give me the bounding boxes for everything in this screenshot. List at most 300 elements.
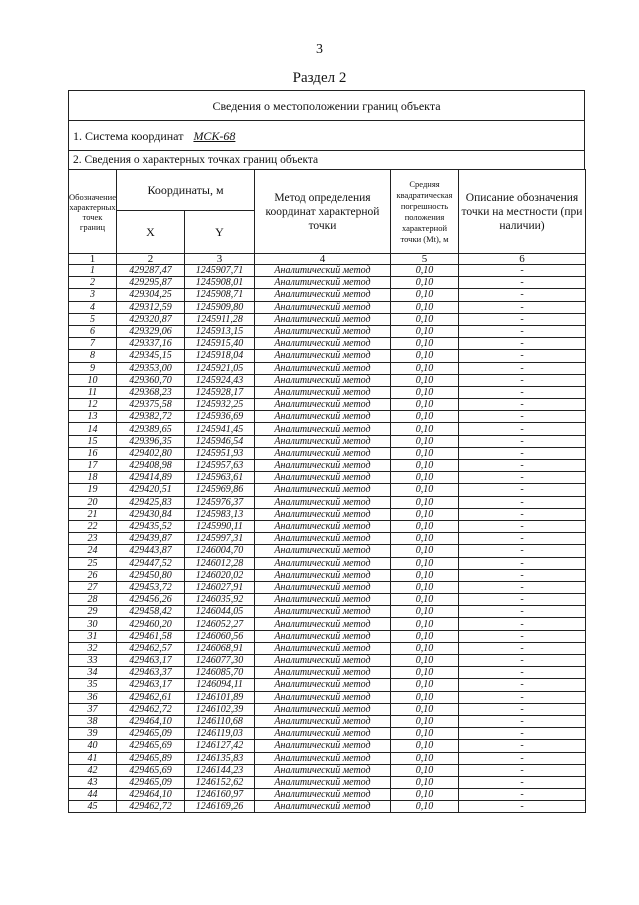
table-row: [69, 569, 586, 581]
cell-description: -: [459, 801, 586, 813]
cell-description: -: [459, 581, 586, 593]
cell-point-number: 13: [69, 411, 117, 423]
cell-point-number: 32: [69, 642, 117, 654]
cell-point-number: 21: [69, 508, 117, 520]
cell-coord-y: 1246094,11: [185, 679, 255, 691]
cell-coord-x: 429450,80: [117, 569, 185, 581]
cell-method: Аналитический метод: [255, 496, 391, 508]
cell-coord-x: 429396,35: [117, 435, 185, 447]
cell-coord-x: 429461,58: [117, 630, 185, 642]
cell-coord-y: 1245918,04: [185, 350, 255, 362]
cell-description: -: [459, 386, 586, 398]
cell-method: Аналитический метод: [255, 399, 391, 411]
cell-method: Аналитический метод: [255, 520, 391, 532]
cell-point-number: 42: [69, 764, 117, 776]
cell-coord-y: 1246012,28: [185, 557, 255, 569]
boundary-table-frame: [68, 90, 585, 813]
table-row: [69, 447, 586, 459]
cell-coord-x: 429420,51: [117, 484, 185, 496]
cell-method: Аналитический метод: [255, 606, 391, 618]
cell-description: -: [459, 715, 586, 727]
column-number: 3: [185, 254, 255, 265]
table-row: [69, 789, 586, 801]
cell-point-number: 23: [69, 533, 117, 545]
cell-method: Аналитический метод: [255, 594, 391, 606]
cell-coord-x: 429439,87: [117, 533, 185, 545]
cell-description: -: [459, 752, 586, 764]
cell-coord-y: 1246101,89: [185, 691, 255, 703]
cell-point-number: 38: [69, 715, 117, 727]
table-row: [69, 520, 586, 532]
table-row: [69, 411, 586, 423]
cell-coord-y: 1245969,86: [185, 484, 255, 496]
cell-error: 0,10: [391, 545, 459, 557]
cell-coord-y: 1245983,13: [185, 508, 255, 520]
cell-error: 0,10: [391, 642, 459, 654]
cell-error: 0,10: [391, 764, 459, 776]
cell-method: Аналитический метод: [255, 679, 391, 691]
cell-error: 0,10: [391, 496, 459, 508]
cell-coord-y: 1245913,15: [185, 325, 255, 337]
cell-coord-y: 1246169,26: [185, 801, 255, 813]
cell-error: 0,10: [391, 289, 459, 301]
cell-coord-x: 429320,87: [117, 313, 185, 325]
cell-coord-x: 429430,84: [117, 508, 185, 520]
cell-coord-x: 429453,72: [117, 581, 185, 593]
cell-point-number: 16: [69, 447, 117, 459]
cell-error: 0,10: [391, 594, 459, 606]
cell-method: Аналитический метод: [255, 545, 391, 557]
cell-error: 0,10: [391, 789, 459, 801]
points-table: [68, 169, 586, 813]
cell-error: 0,10: [391, 715, 459, 727]
cell-coord-x: 429462,72: [117, 801, 185, 813]
cell-method: Аналитический метод: [255, 618, 391, 630]
cell-method: Аналитический метод: [255, 447, 391, 459]
cell-method: Аналитический метод: [255, 338, 391, 350]
cell-description: -: [459, 655, 586, 667]
cell-coord-y: 1246144,23: [185, 764, 255, 776]
cell-coord-x: 429465,09: [117, 776, 185, 788]
cell-point-number: 39: [69, 728, 117, 740]
cell-error: 0,10: [391, 484, 459, 496]
cell-method: Аналитический метод: [255, 423, 391, 435]
cell-description: -: [459, 374, 586, 386]
cell-error: 0,10: [391, 350, 459, 362]
cell-point-number: 18: [69, 472, 117, 484]
table-row: [69, 581, 586, 593]
column-number: 5: [391, 254, 459, 265]
cell-method: Аналитический метод: [255, 752, 391, 764]
cell-error: 0,10: [391, 655, 459, 667]
table-row: [69, 715, 586, 727]
cell-method: Аналитический метод: [255, 776, 391, 788]
cell-coord-x: 429329,06: [117, 325, 185, 337]
cell-coord-x: 429382,72: [117, 411, 185, 423]
cell-method: Аналитический метод: [255, 740, 391, 752]
cell-coord-x: 429287,47: [117, 265, 185, 277]
page-number: 3: [316, 42, 323, 57]
cell-error: 0,10: [391, 386, 459, 398]
cell-coord-y: 1245963,61: [185, 472, 255, 484]
cell-coord-x: 429443,87: [117, 545, 185, 557]
cell-description: -: [459, 630, 586, 642]
cell-error: 0,10: [391, 533, 459, 545]
cell-description: -: [459, 484, 586, 496]
cell-description: -: [459, 679, 586, 691]
cell-point-number: 45: [69, 801, 117, 813]
cell-coord-x: 429337,16: [117, 338, 185, 350]
cell-coord-y: 1245924,43: [185, 374, 255, 386]
header-description: Описание обозначения точки на местности (при наличии): [459, 170, 586, 254]
cell-coord-y: 1245941,45: [185, 423, 255, 435]
cell-method: Аналитический метод: [255, 630, 391, 642]
cell-point-number: 10: [69, 374, 117, 386]
cell-coord-x: 429462,61: [117, 691, 185, 703]
table-row: [69, 423, 586, 435]
cell-point-number: 5: [69, 313, 117, 325]
cell-point-number: 40: [69, 740, 117, 752]
cell-error: 0,10: [391, 728, 459, 740]
table-row: [69, 740, 586, 752]
cell-method: Аналитический метод: [255, 642, 391, 654]
cell-error: 0,10: [391, 313, 459, 325]
cell-error: 0,10: [391, 557, 459, 569]
cell-error: 0,10: [391, 472, 459, 484]
cell-description: -: [459, 642, 586, 654]
cell-description: -: [459, 265, 586, 277]
cell-description: -: [459, 277, 586, 289]
coord-system-value: МСК-68: [193, 129, 236, 143]
cell-error: 0,10: [391, 801, 459, 813]
cell-coord-y: 1246152,62: [185, 776, 255, 788]
header-coordinates: Координаты, м: [117, 170, 255, 211]
cell-coord-x: 429447,52: [117, 557, 185, 569]
cell-error: 0,10: [391, 569, 459, 581]
cell-error: 0,10: [391, 691, 459, 703]
cell-error: 0,10: [391, 411, 459, 423]
cell-point-number: 33: [69, 655, 117, 667]
table-row: [69, 350, 586, 362]
table-row: [69, 594, 586, 606]
cell-coord-x: 429458,42: [117, 606, 185, 618]
cell-point-number: 8: [69, 350, 117, 362]
table-row: [69, 642, 586, 654]
cell-description: -: [459, 703, 586, 715]
cell-coord-y: 1245909,80: [185, 301, 255, 313]
cell-description: -: [459, 618, 586, 630]
cell-method: Аналитический метод: [255, 313, 391, 325]
table-row: [69, 374, 586, 386]
cell-error: 0,10: [391, 703, 459, 715]
cell-method: Аналитический метод: [255, 350, 391, 362]
table-row: [69, 484, 586, 496]
table-row: [69, 472, 586, 484]
cell-description: -: [459, 350, 586, 362]
cell-coord-x: 429464,10: [117, 715, 185, 727]
cell-description: -: [459, 289, 586, 301]
table-row: [69, 618, 586, 630]
cell-error: 0,10: [391, 679, 459, 691]
cell-coord-x: 429435,52: [117, 520, 185, 532]
cell-coord-y: 1245976,37: [185, 496, 255, 508]
header-method: Метод определения координат характерной точки: [255, 170, 391, 254]
column-number: 2: [117, 254, 185, 265]
cell-point-number: 28: [69, 594, 117, 606]
cell-method: Аналитический метод: [255, 703, 391, 715]
cell-coord-x: 429360,70: [117, 374, 185, 386]
cell-method: Аналитический метод: [255, 472, 391, 484]
cell-point-number: 6: [69, 325, 117, 337]
cell-method: Аналитический метод: [255, 362, 391, 374]
cell-description: -: [459, 533, 586, 545]
cell-point-number: 22: [69, 520, 117, 532]
table-row: [69, 289, 586, 301]
cell-coord-x: 429465,09: [117, 728, 185, 740]
cell-method: Аналитический метод: [255, 581, 391, 593]
cell-point-number: 29: [69, 606, 117, 618]
cell-coord-x: 429312,59: [117, 301, 185, 313]
cell-method: Аналитический метод: [255, 789, 391, 801]
header-y: Y: [185, 211, 255, 254]
table-row: [69, 460, 586, 472]
cell-coord-x: 429465,69: [117, 764, 185, 776]
cell-coord-y: 1245921,05: [185, 362, 255, 374]
cell-description: -: [459, 764, 586, 776]
cell-point-number: 35: [69, 679, 117, 691]
cell-coord-y: 1246052,27: [185, 618, 255, 630]
cell-coord-x: 429345,15: [117, 350, 185, 362]
cell-coord-y: 1246077,30: [185, 655, 255, 667]
cell-point-number: 20: [69, 496, 117, 508]
cell-coord-y: 1245951,93: [185, 447, 255, 459]
cell-point-number: 4: [69, 301, 117, 313]
table-row: [69, 764, 586, 776]
cell-description: -: [459, 557, 586, 569]
cell-coord-x: 429465,69: [117, 740, 185, 752]
cell-coord-x: 429304,25: [117, 289, 185, 301]
table-row: [69, 801, 586, 813]
cell-method: Аналитический метод: [255, 277, 391, 289]
cell-description: -: [459, 435, 586, 447]
cell-error: 0,10: [391, 520, 459, 532]
cell-description: -: [459, 606, 586, 618]
cell-coord-y: 1246085,70: [185, 667, 255, 679]
table-row: [69, 533, 586, 545]
cell-method: Аналитический метод: [255, 289, 391, 301]
cell-coord-y: 1246119,03: [185, 728, 255, 740]
table-row: [69, 265, 586, 277]
cell-coord-y: 1245990,11: [185, 520, 255, 532]
cell-method: Аналитический метод: [255, 411, 391, 423]
cell-coord-y: 1245908,01: [185, 277, 255, 289]
cell-coord-x: 429414,89: [117, 472, 185, 484]
cell-coord-y: 1246044,05: [185, 606, 255, 618]
cell-coord-y: 1245928,17: [185, 386, 255, 398]
table-row: [69, 606, 586, 618]
cell-point-number: 41: [69, 752, 117, 764]
column-number: 1: [69, 254, 117, 265]
table-row: [69, 667, 586, 679]
cell-method: Аналитический метод: [255, 533, 391, 545]
cell-coord-y: 1245908,71: [185, 289, 255, 301]
cell-description: -: [459, 594, 586, 606]
column-number: 4: [255, 254, 391, 265]
cell-method: Аналитический метод: [255, 265, 391, 277]
table-row: [69, 776, 586, 788]
table-row: [69, 728, 586, 740]
cell-description: -: [459, 460, 586, 472]
cell-error: 0,10: [391, 460, 459, 472]
cell-error: 0,10: [391, 630, 459, 642]
cell-coord-y: 1246020,02: [185, 569, 255, 581]
cell-coord-x: 429463,17: [117, 679, 185, 691]
cell-method: Аналитический метод: [255, 655, 391, 667]
table-row: [69, 691, 586, 703]
cell-description: -: [459, 740, 586, 752]
header-x: X: [117, 211, 185, 254]
coord-system-row: [68, 120, 585, 150]
cell-coord-x: 429462,72: [117, 703, 185, 715]
cell-coord-x: 429464,10: [117, 789, 185, 801]
cell-coord-y: 1245946,54: [185, 435, 255, 447]
table-row: [69, 655, 586, 667]
cell-point-number: 44: [69, 789, 117, 801]
cell-error: 0,10: [391, 374, 459, 386]
table-row: [69, 325, 586, 337]
cell-description: -: [459, 728, 586, 740]
table-row: [69, 399, 586, 411]
cell-coord-y: 1246102,39: [185, 703, 255, 715]
table-row: [69, 338, 586, 350]
table-row: [69, 435, 586, 447]
cell-error: 0,10: [391, 338, 459, 350]
cell-error: 0,10: [391, 618, 459, 630]
cell-description: -: [459, 496, 586, 508]
table-row: [69, 496, 586, 508]
points-title: 2. Сведения о характерных точках границ объекта: [68, 150, 585, 169]
cell-method: Аналитический метод: [255, 691, 391, 703]
cell-method: Аналитический метод: [255, 728, 391, 740]
cell-coord-y: 1245936,69: [185, 411, 255, 423]
cell-point-number: 25: [69, 557, 117, 569]
cell-point-number: 43: [69, 776, 117, 788]
cell-method: Аналитический метод: [255, 435, 391, 447]
cell-point-number: 37: [69, 703, 117, 715]
cell-description: -: [459, 411, 586, 423]
cell-coord-y: 1246110,68: [185, 715, 255, 727]
cell-method: Аналитический метод: [255, 764, 391, 776]
cell-point-number: 30: [69, 618, 117, 630]
cell-coord-y: 1245932,25: [185, 399, 255, 411]
cell-point-number: 7: [69, 338, 117, 350]
cell-point-number: 3: [69, 289, 117, 301]
cell-coord-x: 429389,65: [117, 423, 185, 435]
cell-coord-x: 429408,98: [117, 460, 185, 472]
cell-coord-y: 1246160,97: [185, 789, 255, 801]
cell-description: -: [459, 447, 586, 459]
cell-method: Аналитический метод: [255, 484, 391, 496]
header-point-number: Обозначение характерных точек границ: [69, 170, 117, 254]
cell-error: 0,10: [391, 508, 459, 520]
cell-coord-y: 1246060,56: [185, 630, 255, 642]
cell-point-number: 36: [69, 691, 117, 703]
cell-coord-y: 1245915,40: [185, 338, 255, 350]
cell-coord-x: 429463,37: [117, 667, 185, 679]
table-row: [69, 557, 586, 569]
cell-error: 0,10: [391, 362, 459, 374]
cell-coord-x: 429456,26: [117, 594, 185, 606]
table-row: [69, 301, 586, 313]
table-row: [69, 362, 586, 374]
cell-error: 0,10: [391, 752, 459, 764]
cell-point-number: 34: [69, 667, 117, 679]
cell-error: 0,10: [391, 667, 459, 679]
cell-point-number: 24: [69, 545, 117, 557]
cell-coord-y: 1245907,71: [185, 265, 255, 277]
cell-coord-x: 429460,20: [117, 618, 185, 630]
cell-coord-x: 429402,80: [117, 447, 185, 459]
cell-coord-y: 1246004,70: [185, 545, 255, 557]
cell-description: -: [459, 691, 586, 703]
cell-point-number: 26: [69, 569, 117, 581]
cell-error: 0,10: [391, 435, 459, 447]
table-row: [69, 630, 586, 642]
table-row: [69, 386, 586, 398]
cell-method: Аналитический метод: [255, 801, 391, 813]
cell-error: 0,10: [391, 740, 459, 752]
cell-error: 0,10: [391, 301, 459, 313]
cell-point-number: 2: [69, 277, 117, 289]
cell-method: Аналитический метод: [255, 569, 391, 581]
cell-description: -: [459, 313, 586, 325]
cell-coord-x: 429463,17: [117, 655, 185, 667]
cell-description: -: [459, 301, 586, 313]
cell-coord-y: 1246068,91: [185, 642, 255, 654]
cell-error: 0,10: [391, 581, 459, 593]
cell-coord-y: 1245957,63: [185, 460, 255, 472]
cell-description: -: [459, 508, 586, 520]
table-title: Сведения о местоположении границ объекта: [68, 90, 585, 120]
cell-method: Аналитический метод: [255, 374, 391, 386]
cell-coord-x: 429425,83: [117, 496, 185, 508]
table-row: [69, 752, 586, 764]
header-error: Средняя квадратическая погрешность положения характерной точки (Mt), м: [391, 170, 459, 254]
cell-coord-y: 1246135,83: [185, 752, 255, 764]
table-row: [69, 545, 586, 557]
cell-error: 0,10: [391, 265, 459, 277]
table-row: [69, 679, 586, 691]
cell-coord-y: 1246127,42: [185, 740, 255, 752]
cell-description: -: [459, 338, 586, 350]
cell-point-number: 27: [69, 581, 117, 593]
cell-error: 0,10: [391, 423, 459, 435]
cell-coord-y: 1245911,28: [185, 313, 255, 325]
cell-coord-x: 429462,57: [117, 642, 185, 654]
cell-coord-x: 429295,87: [117, 277, 185, 289]
cell-coord-x: 429375,58: [117, 399, 185, 411]
cell-description: -: [459, 789, 586, 801]
cell-description: -: [459, 776, 586, 788]
cell-error: 0,10: [391, 447, 459, 459]
cell-coord-x: 429465,89: [117, 752, 185, 764]
table-row: [69, 703, 586, 715]
cell-description: -: [459, 399, 586, 411]
cell-method: Аналитический метод: [255, 386, 391, 398]
cell-coord-y: 1245997,31: [185, 533, 255, 545]
section-title: Раздел 2: [292, 70, 347, 86]
cell-method: Аналитический метод: [255, 301, 391, 313]
